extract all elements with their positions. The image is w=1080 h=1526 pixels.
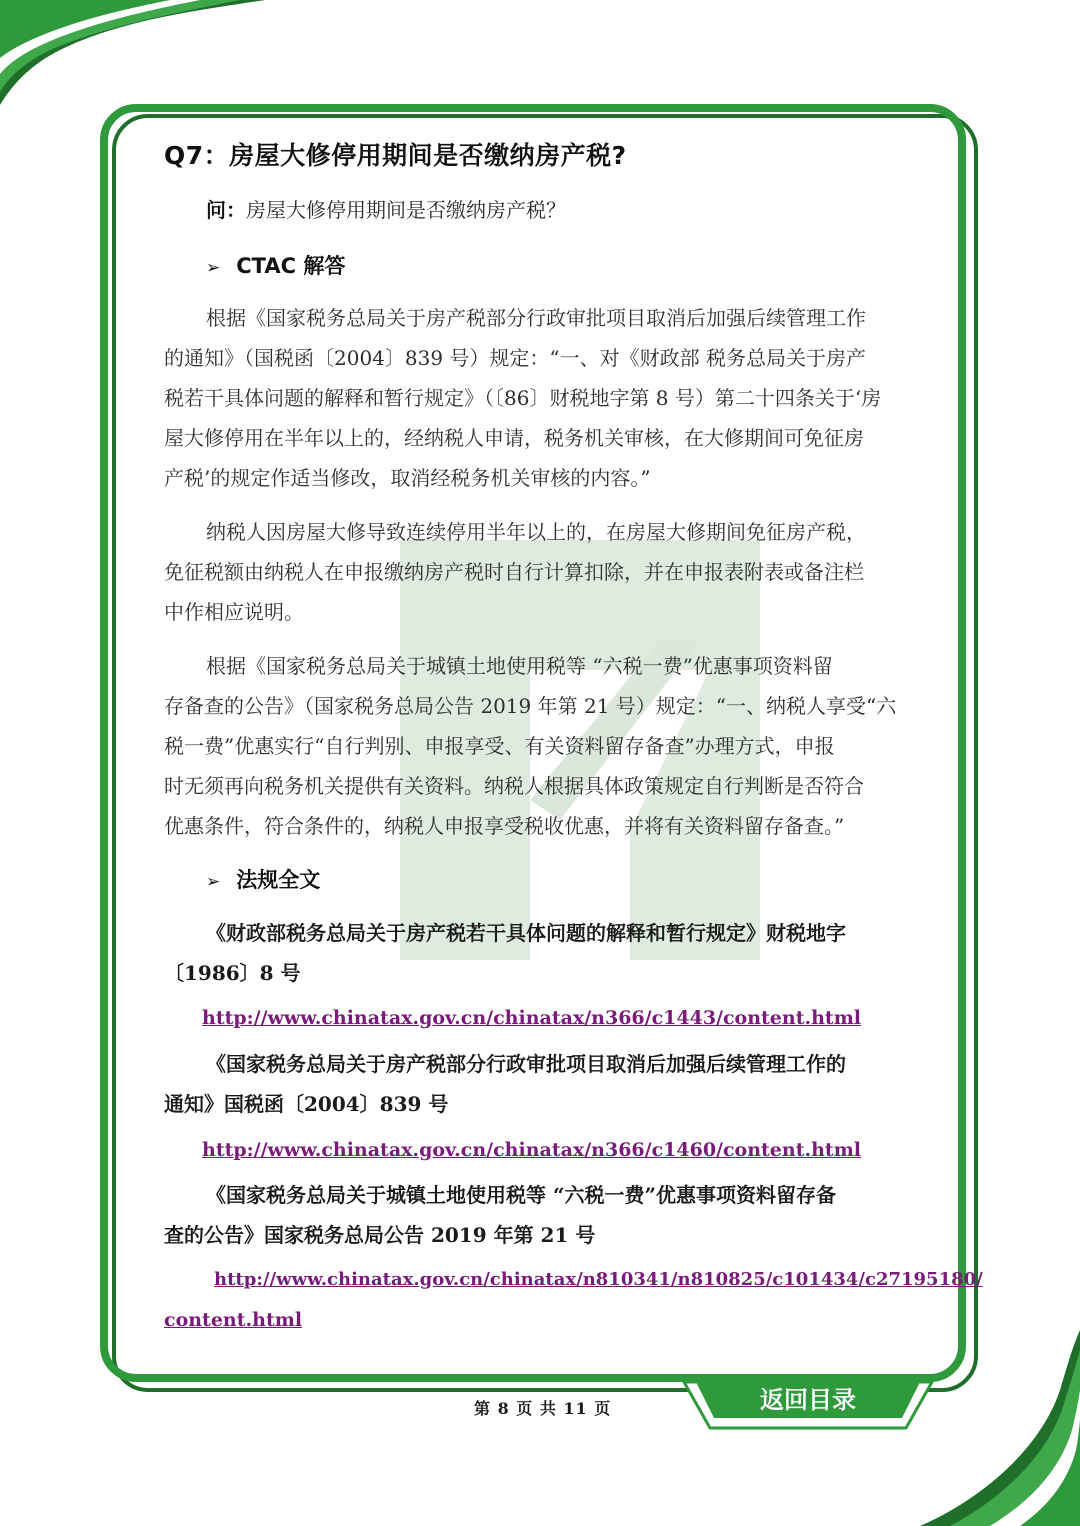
law-1-line1: 《财政部税务总局关于房产税若干具体问题的解释和暂行规定》财税地字: [206, 921, 846, 945]
law-3-title: [164, 1175, 916, 1255]
answer-paragraph-3: [164, 646, 916, 846]
law-2-title: [164, 1044, 916, 1124]
back-button-label: 返回目录: [760, 1386, 856, 1414]
p2-line: 纳税人因房屋大修导致连续停用半年以上的，在房屋大修期间免征房产税，: [206, 520, 866, 544]
law-heading: [206, 864, 320, 894]
p1-line: 税若干具体问题的解释和暂行规定》（〔86〕财税地字第 8 号）第二十四条关于‘房: [164, 386, 882, 410]
p2-line: 免征税额由纳税人在申报缴纳房产税时自行计算扣除，并在申报表附表或备注栏: [164, 560, 864, 584]
p3-line: 时无须再向税务机关提供有关资料。纳税人根据具体政策规定自行判断是否符合: [164, 774, 864, 798]
ask-text: 房屋大修停用期间是否缴纳房产税？: [246, 198, 566, 222]
p3-line: 优惠条件，符合条件的，纳税人申报享受税收优惠，并将有关资料留存备查。”: [164, 814, 845, 838]
answer-paragraph-1: [164, 298, 916, 498]
law-2-line1: 《国家税务总局关于房产税部分行政审批项目取消后加强后续管理工作的: [206, 1052, 846, 1076]
question-title: Q7：房屋大修停用期间是否缴纳房产税?: [164, 141, 627, 170]
p1-line: 产税’的规定作适当修改，取消经税务机关审核的内容。”: [164, 466, 651, 490]
law-3-line1: 《国家税务总局关于城镇土地使用税等 “六税一费”优惠事项资料留存备: [206, 1183, 836, 1207]
arrow-icon: ➢: [206, 258, 221, 278]
law-2-line2: 通知》国税函〔2004〕839 号: [164, 1092, 449, 1116]
law-heading-label: 法规全文: [236, 868, 321, 892]
answer-paragraph-2: [164, 512, 916, 632]
law-1-line2: 〔1986〕8 号: [164, 961, 301, 985]
law-3-link-line2[interactable]: content.html: [164, 1309, 303, 1331]
p1-line: 根据《国家税务总局关于房产税部分行政审批项目取消后加强后续管理工作: [206, 306, 866, 330]
question-ask: [206, 194, 566, 223]
law-3-link-line1[interactable]: http://www.chinatax.gov.cn/chinatax/n810341/n810825/c101434/c27195180/: [214, 1269, 983, 1290]
p1-line: 的通知》（国税函〔2004〕839 号）规定：“一、对《财政部 税务总局关于房产: [164, 346, 867, 370]
top-left-decoration: [0, 0, 270, 110]
p3-line: 税一费”优惠实行“自行判别、申报享受、有关资料留存备查”办理方式，申报: [164, 734, 835, 758]
page-number: 第 8 页 共 11 页: [474, 1399, 612, 1418]
ask-label: 问：: [206, 198, 246, 222]
law-2-link[interactable]: http://www.chinatax.gov.cn/chinatax/n366/c1460/content.html: [202, 1139, 862, 1161]
law-1-link[interactable]: http://www.chinatax.gov.cn/chinatax/n366/c1443/content.html: [202, 1007, 862, 1029]
law-1-title: [164, 913, 916, 993]
p1-line: 屋大修停用在半年以上的，经纳税人申请，税务机关审核，在大修期间可免征房: [164, 426, 864, 450]
p3-line: 根据《国家税务总局关于城镇土地使用税等 “六税一费”优惠事项资料留: [206, 654, 833, 678]
law-3-line2: 查的公告》国家税务总局公告 2019 年第 21 号: [164, 1223, 596, 1247]
answer-heading: [206, 250, 345, 280]
back-to-contents-button[interactable]: [680, 1378, 936, 1434]
p2-line: 中作相应说明。: [164, 600, 304, 624]
answer-heading-label: CTAC 解答: [236, 254, 346, 278]
p3-line: 存备查的公告》（国家税务总局公告 2019 年第 21 号）规定：“一、纳税人享受“六: [164, 694, 897, 718]
arrow-icon: ➢: [206, 872, 221, 892]
